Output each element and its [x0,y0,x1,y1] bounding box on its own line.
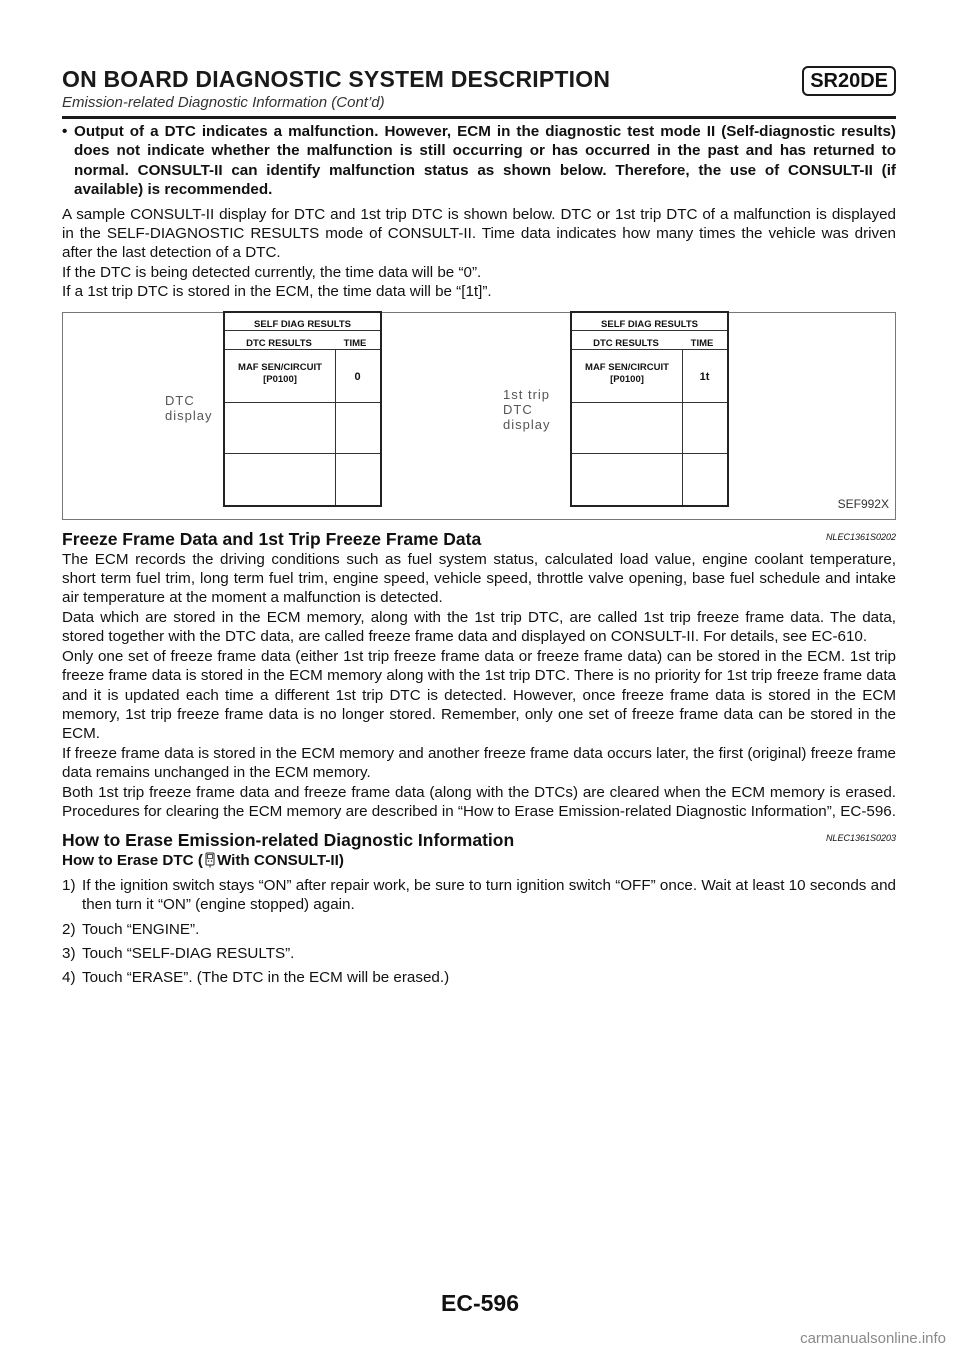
dtc-item-row [572,350,727,403]
col-time: TIME [343,337,367,349]
1st-trip-consult-screen [570,311,729,507]
note-bullet [62,122,896,200]
label-line: display [503,416,551,432]
freeze-frame-paragraph: The ECM records the driving conditions such as fuel system status, calculated load value, engine coolant temperature, short term fuel trim, long term fuel trim, engine speed, vehicle speed, throttle valve opening, base fuel schedule and intake air temperature at the moment a malfunction is detected. [62,550,896,607]
step-item [62,920,896,939]
column-header-row [572,331,727,350]
consult-display-figure [62,312,896,520]
subheading-pre: How to Erase DTC ( [62,852,203,870]
dtc-time-value: 1t [699,370,710,383]
section-erase-title [62,829,896,851]
dtc-item-row [225,350,380,403]
page-content [62,122,896,988]
consult-tool-icon [203,852,217,868]
screen-title: SELF DIAG RESULTS [254,318,351,330]
screen-title-row [572,313,727,331]
dtc-display-label [165,393,212,423]
watermark: carmanualsonline.info [800,1330,946,1347]
step-text: Touch “ENGINE”. [82,920,200,938]
empty-row [572,403,727,454]
step-number: 3) [62,944,76,962]
column-header-row [225,331,380,350]
freeze-frame-paragraph: Both 1st trip freeze frame data and freeze frame data (along with the DTCs) are cleared when the ECM memory is erased. Procedures for clearing the ECM memory are described in “How to Erase Emission-related Diagnostic Information”, EC-596. [62,783,896,820]
dtc-item-name: MAF SEN/CIRCUIT [238,361,322,373]
col-dtc-results: DTC RESULTS [246,337,312,349]
step-text: Touch “ERASE”. (The DTC in the ECM will be erased.) [82,969,450,987]
freeze-frame-paragraph: If freeze frame data is stored in the ECM memory and another freeze frame data occurs later, the first (original) freeze frame data remains unchanged in the ECM memory. [62,744,896,782]
subheading-erase-dtc [62,851,896,870]
dtc-item-name: MAF SEN/CIRCUIT [585,361,669,373]
screen-title: SELF DIAG RESULTS [601,318,698,330]
label-line: display [165,407,213,423]
intro-paragraph: A sample CONSULT-II display for DTC and 1st trip DTC is shown below. DTC or 1st trip DTC of a malfunction is displayed in the SELF-DIAGNOSTIC RESULTS mode of CONSULT-II. Time data indicates how many times the vehicle was driven after the last detection of a DTC. [62,205,896,262]
figure-code: SEF992X [837,497,889,512]
header-rule [62,116,896,119]
step-number: 2) [62,920,76,938]
step-number: 1) [62,876,76,894]
header-title: ON BOARD DIAGNOSTIC SYSTEM DESCRIPTION [62,66,611,92]
freeze-frame-paragraph: Only one set of freeze frame data (either 1st trip freeze frame data or freeze frame data) can be stored in the ECM. 1st trip freeze frame data is stored in the ECM memory along with the 1st trip DTC. There is no priority for 1st trip freeze frame data and it is updated each time a different 1st trip DTC is detected. However, once freeze frame data is stored in the ECM memory, 1st trip freeze frame data is no longer stored. Remember, only one set of freeze frame data can be stored in the ECM. [62,647,896,743]
step-item [62,944,896,963]
step-item [62,876,896,915]
section-ref-code: NLEC1361S0203 [825,833,896,844]
dtc-item-code: [P0100] [263,373,297,385]
dtc-consult-screen [223,311,382,507]
dtc-time-value: 0 [354,370,361,383]
header-subtitle: Emission-related Diagnostic Information (Cont’d) [62,94,385,111]
bullet-mark: • [62,123,68,140]
intro-line-current: If the DTC is being detected currently, the time data will be “0”. [62,263,482,281]
section-title-text: Freeze Frame Data and 1st Trip Freeze Frame Data [62,528,482,549]
page-number: EC-596 [441,1290,519,1316]
subheading-post: With CONSULT-II) [216,852,344,870]
freeze-frame-paragraph: Data which are stored in the ECM memory, along with the 1st trip DTC, are called 1st trip freeze frame data. The data, stored together with the DTC data, are called freeze frame data and displayed on CONSULT-II. For details, see EC-610. [62,608,896,646]
label-line: DTC [503,401,533,417]
dtc-item [225,362,335,386]
column-divider [682,350,683,505]
section-freeze-frame-title [62,528,896,550]
engine-model-badge: SR20DE [802,66,896,96]
erase-steps [62,876,896,988]
dtc-item-code: [P0100] [610,373,644,385]
screen-title-row [225,313,380,331]
empty-row [225,403,380,454]
dtc-item [572,362,682,386]
intro-line-1st-trip: If a 1st trip DTC is stored in the ECM, the time data will be “[1t]”. [62,283,492,301]
step-number: 4) [62,969,76,987]
1st-trip-dtc-display-label [503,387,550,432]
step-text: Touch “SELF-DIAG RESULTS”. [82,944,295,962]
section-ref-code: NLEC1361S0202 [825,531,896,542]
column-divider [335,350,336,505]
note-text: Output of a DTC indicates a malfunction. However, ECM in the diagnostic test mode II (Self-diagnostic results) does not indicate whether the malfunction is still occurring or has occurred in the past and has returned to normal. CONSULT-II can identify malfunction status as shown below. Therefore, the use of CONSULT-II (if available) is recommended. [74,123,896,199]
step-item [62,968,896,987]
label-line: 1st trip [503,386,551,402]
label-line: DTC [165,392,195,408]
section-title-text: How to Erase Emission-related Diagnostic Information [62,830,515,851]
col-time: TIME [690,337,714,349]
step-text: If the ignition switch stays “ON” after repair work, be sure to turn ignition switch “OFF” once. Wait at least 10 seconds and then turn it “ON” (engine stopped) again. [82,876,896,914]
col-dtc-results: DTC RESULTS [593,337,659,349]
